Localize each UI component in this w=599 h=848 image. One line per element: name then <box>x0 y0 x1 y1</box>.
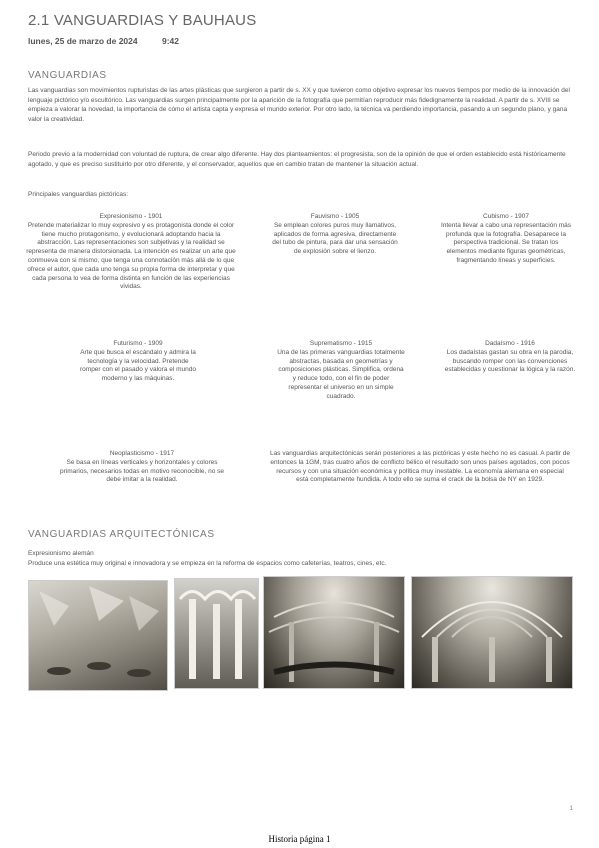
dome-hall-photo <box>411 576 573 689</box>
movement-fauvismo <box>270 213 400 257</box>
movement-expresionismo <box>26 213 236 292</box>
theatre-hall-photo <box>263 576 405 689</box>
section-heading-vanguardias-arquitectonicas: VANGUARDIAS ARQUITECTÓNICAS <box>28 529 215 540</box>
movement-text: Los dadaístas gastan su obra en la parodia, buscando romper con las convenciones establecidas y cuestionar la lógica y la razón. <box>444 348 576 374</box>
time-text: 9:42 <box>161 36 179 46</box>
column-corridor-photo <box>174 578 259 689</box>
movement-title: Suprematismo - 1915 <box>309 340 373 347</box>
movement-text: Una de las primeras vanguardias totalmente abstractas, basada en geometrías y composiciones plásticas. Simplifica, ordena y reduce todo, con el fin de poder representar el universo en un simple cuadrado. <box>277 348 405 400</box>
date-line <box>28 36 179 46</box>
interior-cafe-photo <box>28 580 168 691</box>
page-number: 1 <box>569 806 573 812</box>
intro-paragraph: Las vanguardias son movimientos rupturistas de las artes plásticas que surgieron a partir de s. XX y que tuvieron como objetivo expresar los nuevos tiempos por medio de la innovación del lenguaje pictórico y/o escultórico. Las vanguardias surgen principalmente por la aparición de la fotografía que permitían reproducir más fidedignamente la realidad. A partir de s. XVIII se empieza a valorar la novedad, la importancia de cómo el artista capta y expresa el mundo exterior. Por otro lado, la técnica va perdiendo importancia, pasando a un segundo plano, y gana valor la creatividad. <box>28 87 570 123</box>
movement-futurismo <box>78 340 198 384</box>
date-text: lunes, 25 de marzo de 2024 <box>28 36 138 46</box>
movement-title: Dadaísmo - 1916 <box>485 340 535 347</box>
page-title: 2.1 VANGUARDIAS Y BAUHAUS <box>28 12 257 29</box>
principal-vanguards-label: Principales vanguardias pictóricas: <box>28 191 129 198</box>
movement-neoplasticismo <box>52 450 232 485</box>
movement-dadaismo <box>442 340 578 375</box>
movement-text: Arte que busca el escándalo y admira la tecnología y la velocidad. Pretende romper con el pasado y valora el mundo moderno y las máquinas. <box>80 348 196 383</box>
movement-text: Se basa en líneas verticales y horizontales y colores primarios, necesarios todas en motivo reconocible, no se debe imitar a la realidad. <box>59 458 225 484</box>
footer-page-label: Historia página 1 <box>268 834 331 844</box>
expresionismo-aleman-text: Produce una estética muy original e innovadora y se empieza en la reforma de espacios como cafeterías, teatros, cines, etc. <box>28 560 387 567</box>
section-heading-vanguardias: VANGUARDIAS <box>28 70 107 81</box>
movement-text: Pretende materializar lo muy expresivo y es protagonista donde el color tiene mucho protagonismo, y evolucionará adoptando hacia la abstracción. Las representaciones son subjetivas y la realidad se representa de manera distorsionada. La intención es realizar un arte que conmueva con si mismo, que tenga una connotación más allá de lo que ofrece el autor, que cada uno tenga su propia forma de interpretar y que cada persona lo vea de forma distinta en función de las experiencias vividas. <box>26 221 236 291</box>
movement-cubismo <box>438 213 574 266</box>
expresionismo-aleman-label: Expresionismo alemán <box>28 550 94 557</box>
movement-text: Intenta llevar a cabo una representación más profunda que la fotografía. Desaparece la perspectiva tradicional. Se tratan los elementos mediante figuras geométricas, fragmentando líneas y superficies. <box>440 221 572 264</box>
architectural-vanguards-note: Las vanguardias arquitectónicas serán posteriores a las pictóricas y este hecho no es casual. A partir de entonces la 1GM, tras cuatro años de conflicto bélico el resultado son unos países agotados, con pocos recursos y con una situación económica y política muy inestable. La economía alemana en especial está completamente hundida. A todo ello se suma el crack de la bolsa de NY en 1929. <box>270 450 570 484</box>
movement-title: Fauvismo - 1905 <box>310 213 360 220</box>
movement-suprematismo <box>276 340 406 402</box>
movement-title: Cubismo - 1907 <box>483 213 529 220</box>
movement-title: Neoplasticismo - 1917 <box>109 450 175 457</box>
modernity-paragraph: Periodo previo a la modernidad con voluntad de ruptura, de crear algo diferente. Hay dos planteamientos: el progresista, son de la opinión de que el orden establecido está históricamente agotado, y que es preciso sustituirlo por otro diferente, y el conservador, aquellos que en cambio tratan de mantener la situación actual. <box>28 151 566 168</box>
movement-title: Expresionismo - 1901 <box>99 213 163 220</box>
movement-text: Se emplean colores puros muy llamativos, aplicados de forma agresiva, directamente del tubo de pintura, para dar una sensación de explosión sobre el lienzo. <box>272 221 398 256</box>
movement-title: Futurismo - 1909 <box>113 340 163 347</box>
